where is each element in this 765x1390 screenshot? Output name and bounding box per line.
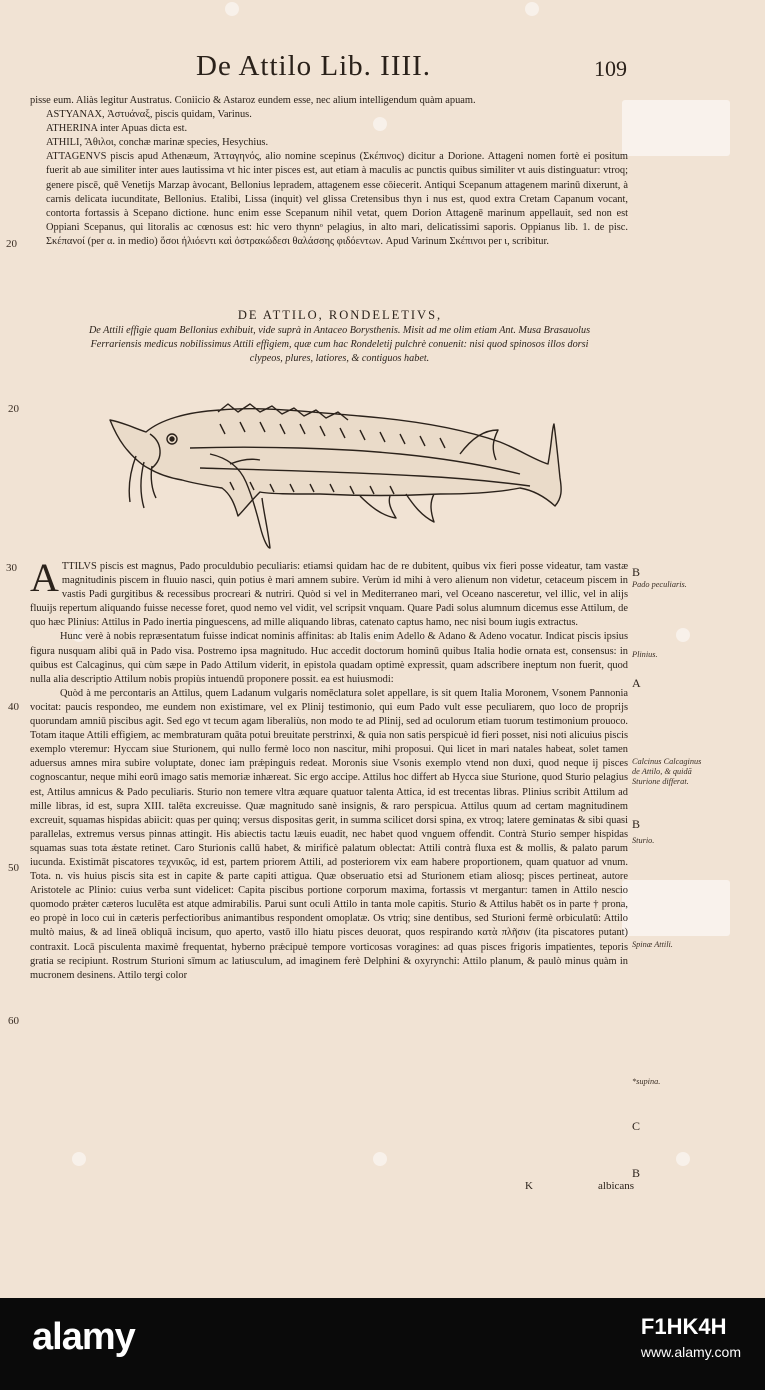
paragraph-1-text: TTILVS piscis est magnus, Pado proculdubio peculiaris: etiamsi quidam hac de re dubitent, quibus vix fieri posse videatur, tam vastæ magnitudinis piscem in fluuio nasci, quin potius è mari amnem subire. Verùm id mihi à vero alienum non videtur, cetaceum piscem in vastis Padi gurgitibus & recessibus procreari & nutriri. Quòd si vel in Mediterraneo mari, vel Oceano nasceretur, vel illic, vel in alijs fluuijs repertum aliquando fuisse necesse foret, quod nemo vel vidit, vel scripsit vnquam. Quare Padi solus alumnum dicemus esse Attilum, de quo hæc Plinius: Attilus in Pado inertia pinguescens, ad mille aliquando libras, catenato captus hamo, nec nisi boum iugis extractus.: [30, 561, 628, 629]
margin-letter-a: A: [632, 676, 641, 690]
section-attilus-text: [30, 555, 628, 983]
site-url: www.alamy.com: [640, 1344, 741, 1360]
catchword: albicans: [598, 1180, 635, 1192]
margin-letter-b2: B: [632, 817, 641, 831]
watermark-dot: [525, 2, 539, 16]
alamy-logo: [32, 1316, 135, 1359]
figure-caption: De Attili effigie quam Bellonius exhibuit, vide suprà in Antaceo Borysthenis. Misit ad me olim etiam Ant. Musa Brasauolus Ferrariensis medicus nobilissimus Attili effigiem, quæ cum hac Rondeletij pulchrè conuenit: nisi quod spinosos illos dorsi clypeos, plures, latiores, & contiguos habet.: [88, 325, 591, 364]
stock-watermark-bar: [0, 1298, 765, 1390]
watermark-dot: [676, 1152, 690, 1166]
entry-atherina: ATHERINA inter Apuas dicta est.: [46, 123, 188, 135]
image-info: [641, 1314, 741, 1360]
attilus-fish-woodcut: [100, 398, 570, 553]
paragraph-2: Hunc verè à nobis repræsentatum fuisse indicat nominis affinitas: ab Italis enim Adello & Adano & Adeno vocatur. Indicat piscis ipsius figura nusquam alibi quā in Pado visa. Postremo ipsa magnitudo. Huc accedit doctorum hominū quibus Italia hodie ornata est, consensus: in quibus est Calcaginus, qui cùm sæpe in Pado Attilum viderit, in epistola quadam optimè expressit, quam adscribere ineptum non fuerit, quod nulla alia descriptio Attilum nobis propiùs intuendū proponere possit. ea est huiusmodi:: [30, 631, 628, 685]
watermark-dot: [676, 628, 690, 642]
paragraph-1: [30, 555, 628, 630]
image-id: F1HK4H: [640, 1314, 727, 1339]
margin-note-plinius: Plinius.: [632, 650, 658, 659]
margin-note-supina: *supina.: [632, 1077, 661, 1086]
margin-letter-c: C: [632, 1119, 641, 1133]
line-number-20b: 20: [8, 403, 19, 415]
margin-note-calcaginus: Calcinus Calcaginus de Attilo, & quidā Sturione differat.: [632, 757, 702, 786]
entry-astyanax: ASTYANAX, Ἀστυάναξ, piscis quidam, Varinus.: [46, 109, 252, 121]
section-lexicon-entries: [30, 94, 628, 249]
text-line: pisse eum. Aliàs legitur Austratus. Coniicio & Astaroz eundem esse, nec alium intelligendum quàm apuam.: [30, 95, 476, 106]
line-number-30: 30: [6, 562, 17, 574]
logo-text: alamy: [32, 1316, 135, 1358]
page-number: 109: [594, 56, 627, 81]
line-number-20: 20: [6, 238, 17, 250]
running-head-title: De Attilo Lib. IIII.: [196, 50, 432, 82]
drop-cap: A: [30, 555, 59, 600]
margin-note-pado: Pado peculiaris.: [632, 580, 687, 589]
watermark: [622, 100, 730, 156]
section-heading: DE ATTILO, RONDELETIVS,: [237, 308, 443, 322]
entry-athili: ATHILI, Ἄθιλοι, conchæ marinæ species, Hesychius.: [46, 137, 269, 149]
watermark-dot: [225, 2, 239, 16]
margin-letter-b: B: [632, 565, 641, 579]
margin-note-spinae: Spinæ Attili.: [632, 940, 673, 949]
signature-mark: K: [525, 1180, 533, 1192]
paragraph-3-letter: Quòd à me percontaris an Attilus, quem Ladanum vulgaris nomēclatura solet appellare, is sit quem Italia Moronem, Vsonem Pannonia vocitat: paucis respondeo, me eundem non existimare, vel ex Plinij testimonio, qui eum Pado vult esse peculiarem, quo loco de proprijs quorundam amniū piscibus agit. Sed ego vt tecum agam liberaliùs, non modo te ad Plinij, sed ad oculorum etiam tuorum testimonium prouoco. Totam itaque Attili effigiem, ac membraturam quāta potui breuitate perstrinxi, & quia non satis perspicuè id fieri posset, nisi noti alicuius piscis exemplo vteremur: Hyccam siue Sturionem, qui nullo fermè loco non nascitur, mihi proposui. Qui licet in mari natales habeat, solet tamen aduersus amnes mira subire voluptate, donec iam prǽpinguis redeat. Moronis siue Vsonis exemplo vtend non duxi, quod neque ij pisces cognoscantur, neque mihi eorū imago satis memoriæ inhæreat. Sic ergo accipe. Attilus hoc differt ab Hycca siue Sturione, quod Sturio pelagius est, Attilus amnicus & Pado peculiaris. Sturio non temere vltra æquare quatuor talenta Attica, id est trecentas libras. Plinius scribit Attilum ad mille libras, id est, supra XIII. talēta excreuisse. Quæ magnitudo sanè insignis, & raro perspicua. Attilus quum ad certam magnitudinem excreuit, squamas hispidas abiicit: quas per quinq; versus dispositas gerit, in summa scilicet dorsi spina, ex vtroq; latere geminatas & sibi quasi parallelas, extremus versus pinnas attingit. His abiectis tactu læuis euadit, nec habet quod vnguem offendit. Contrà Sturio semper hispidas squamas suas tota ǽstate retinet. Caro Sturionis callū habet, & mirificè palatum oblectat: Attili contrà fluxa est & mollis, & palato parum iucunda. Existimāt piscatores τεχνικῶς, id est, partem priorem Attili, ad posteriorem vix eam habere proportionem, quam quatuor ad vnum. Tota. n. vis huius piscis sita est in capite & parte capiti attigua. Quæ obseruatio etsi ad Sturionem etiam aliosq; pisces pertineat, autore Aristotele ac Plinio: cuius verba sunt videlicet: Capita piscibus portione corporum maxima, fortassis vt mergantur: tamen in Attilo nescio quomodo prǽter cæteros luculēta est atque admirabilis. Parui sunt oculi Attilo in tanta mole capitis. Sturio & Attilus habēt os in parte † prona, eo propè in loco cui in cæteris perfectioribus animantibus respondent omoplatæ. Os vtriq; sine dentibus, sed Sturioni fermè orbiculatū: Attilo multò maius, & ad lineā obliquā incisum, quo aperto, vastō illo hiatu pisces deuorat, quos respirando κατὰ πλῆσιν (ita piscatores putant) contraxit. Locā pisculenta maximè frequentat, hyberno prǽcipuè tempore vorticosas voragines: ad quas pisces frigoris impatientes, teporis gratia se recipiunt. Rostrum Sturioni sīmum ac latiusculum, ad imaginem ferè Delphini & oxyrynchi: Attilo planum, & paulò minus quàm in mucronem desinens. Attilo tergi color: [30, 687, 628, 981]
watermark-dot: [72, 1152, 86, 1166]
line-number-40: 40: [8, 701, 19, 713]
margin-letter-b3: B: [632, 1166, 641, 1180]
watermark-dot: [373, 1152, 387, 1166]
entry-attagenus: ATTAGENVS piscis apud Athenæum, Ἀτταγηνός, alio nomine scepinus (Σκέπινος) dicitur a Dorione. Attageni nomen fortè ei positum fuerit ab aue similiter inter aues lautissima vt hic inter pisces est, aut etiam à maculis ac punctis quibus similiter vt auis distinguatur: vtroq; genere piscē, quē Venetijs Marzap àvocant, Bellonius lepradem, attagenem esse cōiecerit. Antiqui Scepanum attagenem marinū dixerunt, à carnis delicata iucunditate, Bellonius. Etalibi, Lissa (inquit) vel glissa Cretensibus thyn i nus est, quod extra Cretam Capanum vocant, contorta fortassis à Scepano dictione. hunc enim esse Scepanum nihil vetat, quem Dorion Attagenē marinum appellauit, sed non est Oppiani Scepanus, qui litoralis ac cœnosus est: hic vero thynnᵒ pelagius, in alto mari, delicatissimi saporis. Oppianus lib. 1. de pisc. Σκέπανοί (per α. in medio) ὅσοι ἠλιόεντι καὶ ὀστρακώδεσι θαλάσσης φιδόεντων. Apud Varinum Σκέπινοι per ι, scribitur.: [46, 151, 628, 247]
watermark: [622, 880, 730, 936]
line-number-50: 50: [8, 862, 19, 874]
margin-note-sturio: Sturio.: [632, 836, 655, 845]
line-number-60: 60: [8, 1015, 19, 1027]
running-head: [0, 50, 765, 90]
